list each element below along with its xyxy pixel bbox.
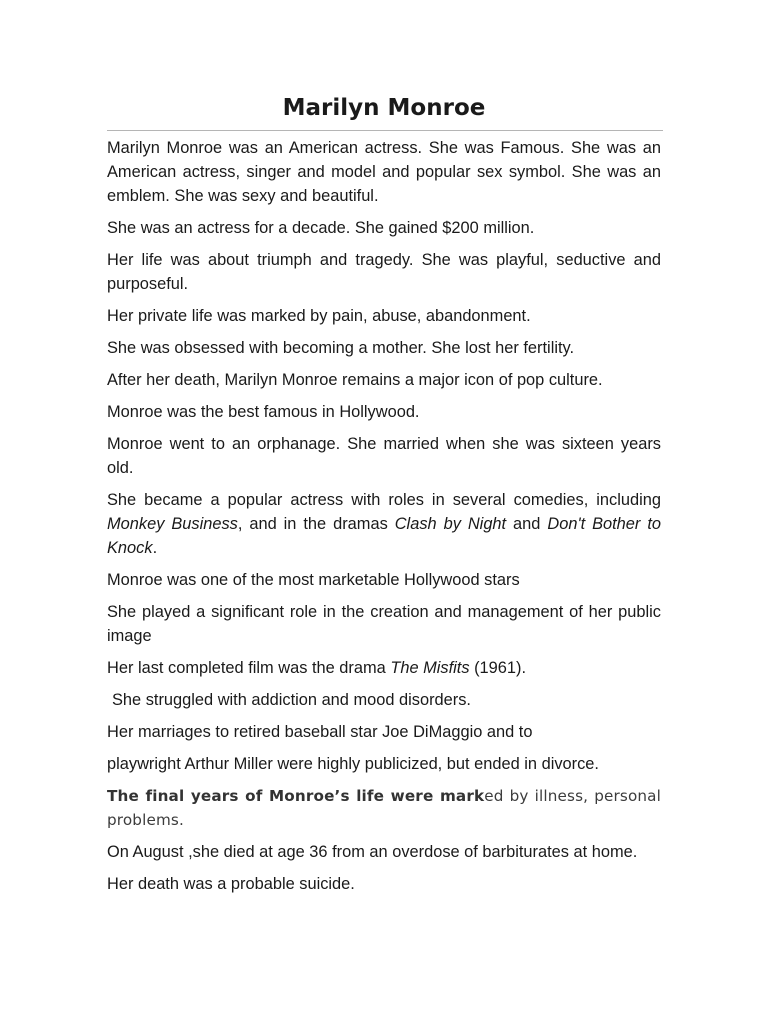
paragraph-actress-decade: She was an actress for a decade. She gained $200 million.: [107, 219, 535, 237]
text-span: , and in the dramas: [237, 515, 395, 533]
text-span: and: [506, 515, 548, 533]
paragraph-marketable: Monroe was one of the most marketable Hollywood stars: [107, 571, 520, 589]
paragraph-final-years: [107, 784, 661, 832]
document-body: [107, 136, 661, 904]
text-span: Her last completed film was the drama: [107, 659, 391, 677]
film-title-clash-by-night: Clash by Night: [394, 515, 507, 533]
paragraph-addiction: She struggled with addiction and mood disorders.: [112, 691, 471, 709]
text-span: .: [152, 539, 158, 557]
paragraph-popular-actress: [107, 488, 661, 560]
paragraph-orphanage: Monroe went to an orphanage. She married when she was sixteen years old.: [107, 435, 661, 477]
paragraph-death: On August ,she died at age 36 from an overdose of barbiturates at home.: [107, 843, 638, 861]
paragraph-icon: After her death, Marilyn Monroe remains a major icon of pop culture.: [107, 371, 603, 389]
paragraph-mother: She was obsessed with becoming a mother. She lost her fertility.: [107, 339, 575, 357]
film-title-the-misfits: The Misfits: [390, 659, 470, 677]
paragraph-best-famous: Monroe was the best famous in Hollywood.: [107, 403, 420, 421]
paragraph-marriages: Her marriages to retired baseball star Joe DiMaggio and to: [107, 723, 533, 741]
text-span: She became a popular actress with roles in several comedies, including: [107, 491, 661, 509]
title-divider: [107, 130, 663, 131]
film-title-monkey-business: Monkey Business: [107, 515, 238, 533]
paragraph-private-life: Her private life was marked by pain, abuse, abandonment.: [107, 307, 531, 325]
document-title: Marilyn Monroe: [282, 95, 486, 121]
text-span: (1961).: [469, 659, 527, 677]
text-span: ed by illness, personal problems.: [107, 787, 661, 829]
paragraph-intro: Marilyn Monroe was an American actress. She was Famous. She was an American actress, singer and model and popular sex symbol. She was an emblem. She was sexy and beautiful.: [107, 139, 661, 205]
paragraph-divorce: playwright Arthur Miller were highly publicized, but ended in divorce.: [107, 755, 599, 773]
paragraph-last-film: [107, 656, 661, 680]
paragraph-life-triumph: Her life was about triumph and tragedy. She was playful, seductive and purposeful.: [107, 251, 661, 293]
text-span-bold: The final years of Monroe’s life were mark: [107, 787, 485, 805]
paragraph-suicide: Her death was a probable suicide.: [107, 875, 355, 893]
film-title-dont-bother-to-knock: Don't Bother to Knock: [107, 515, 661, 557]
paragraph-public-image: She played a significant role in the creation and management of her public image: [107, 603, 661, 645]
